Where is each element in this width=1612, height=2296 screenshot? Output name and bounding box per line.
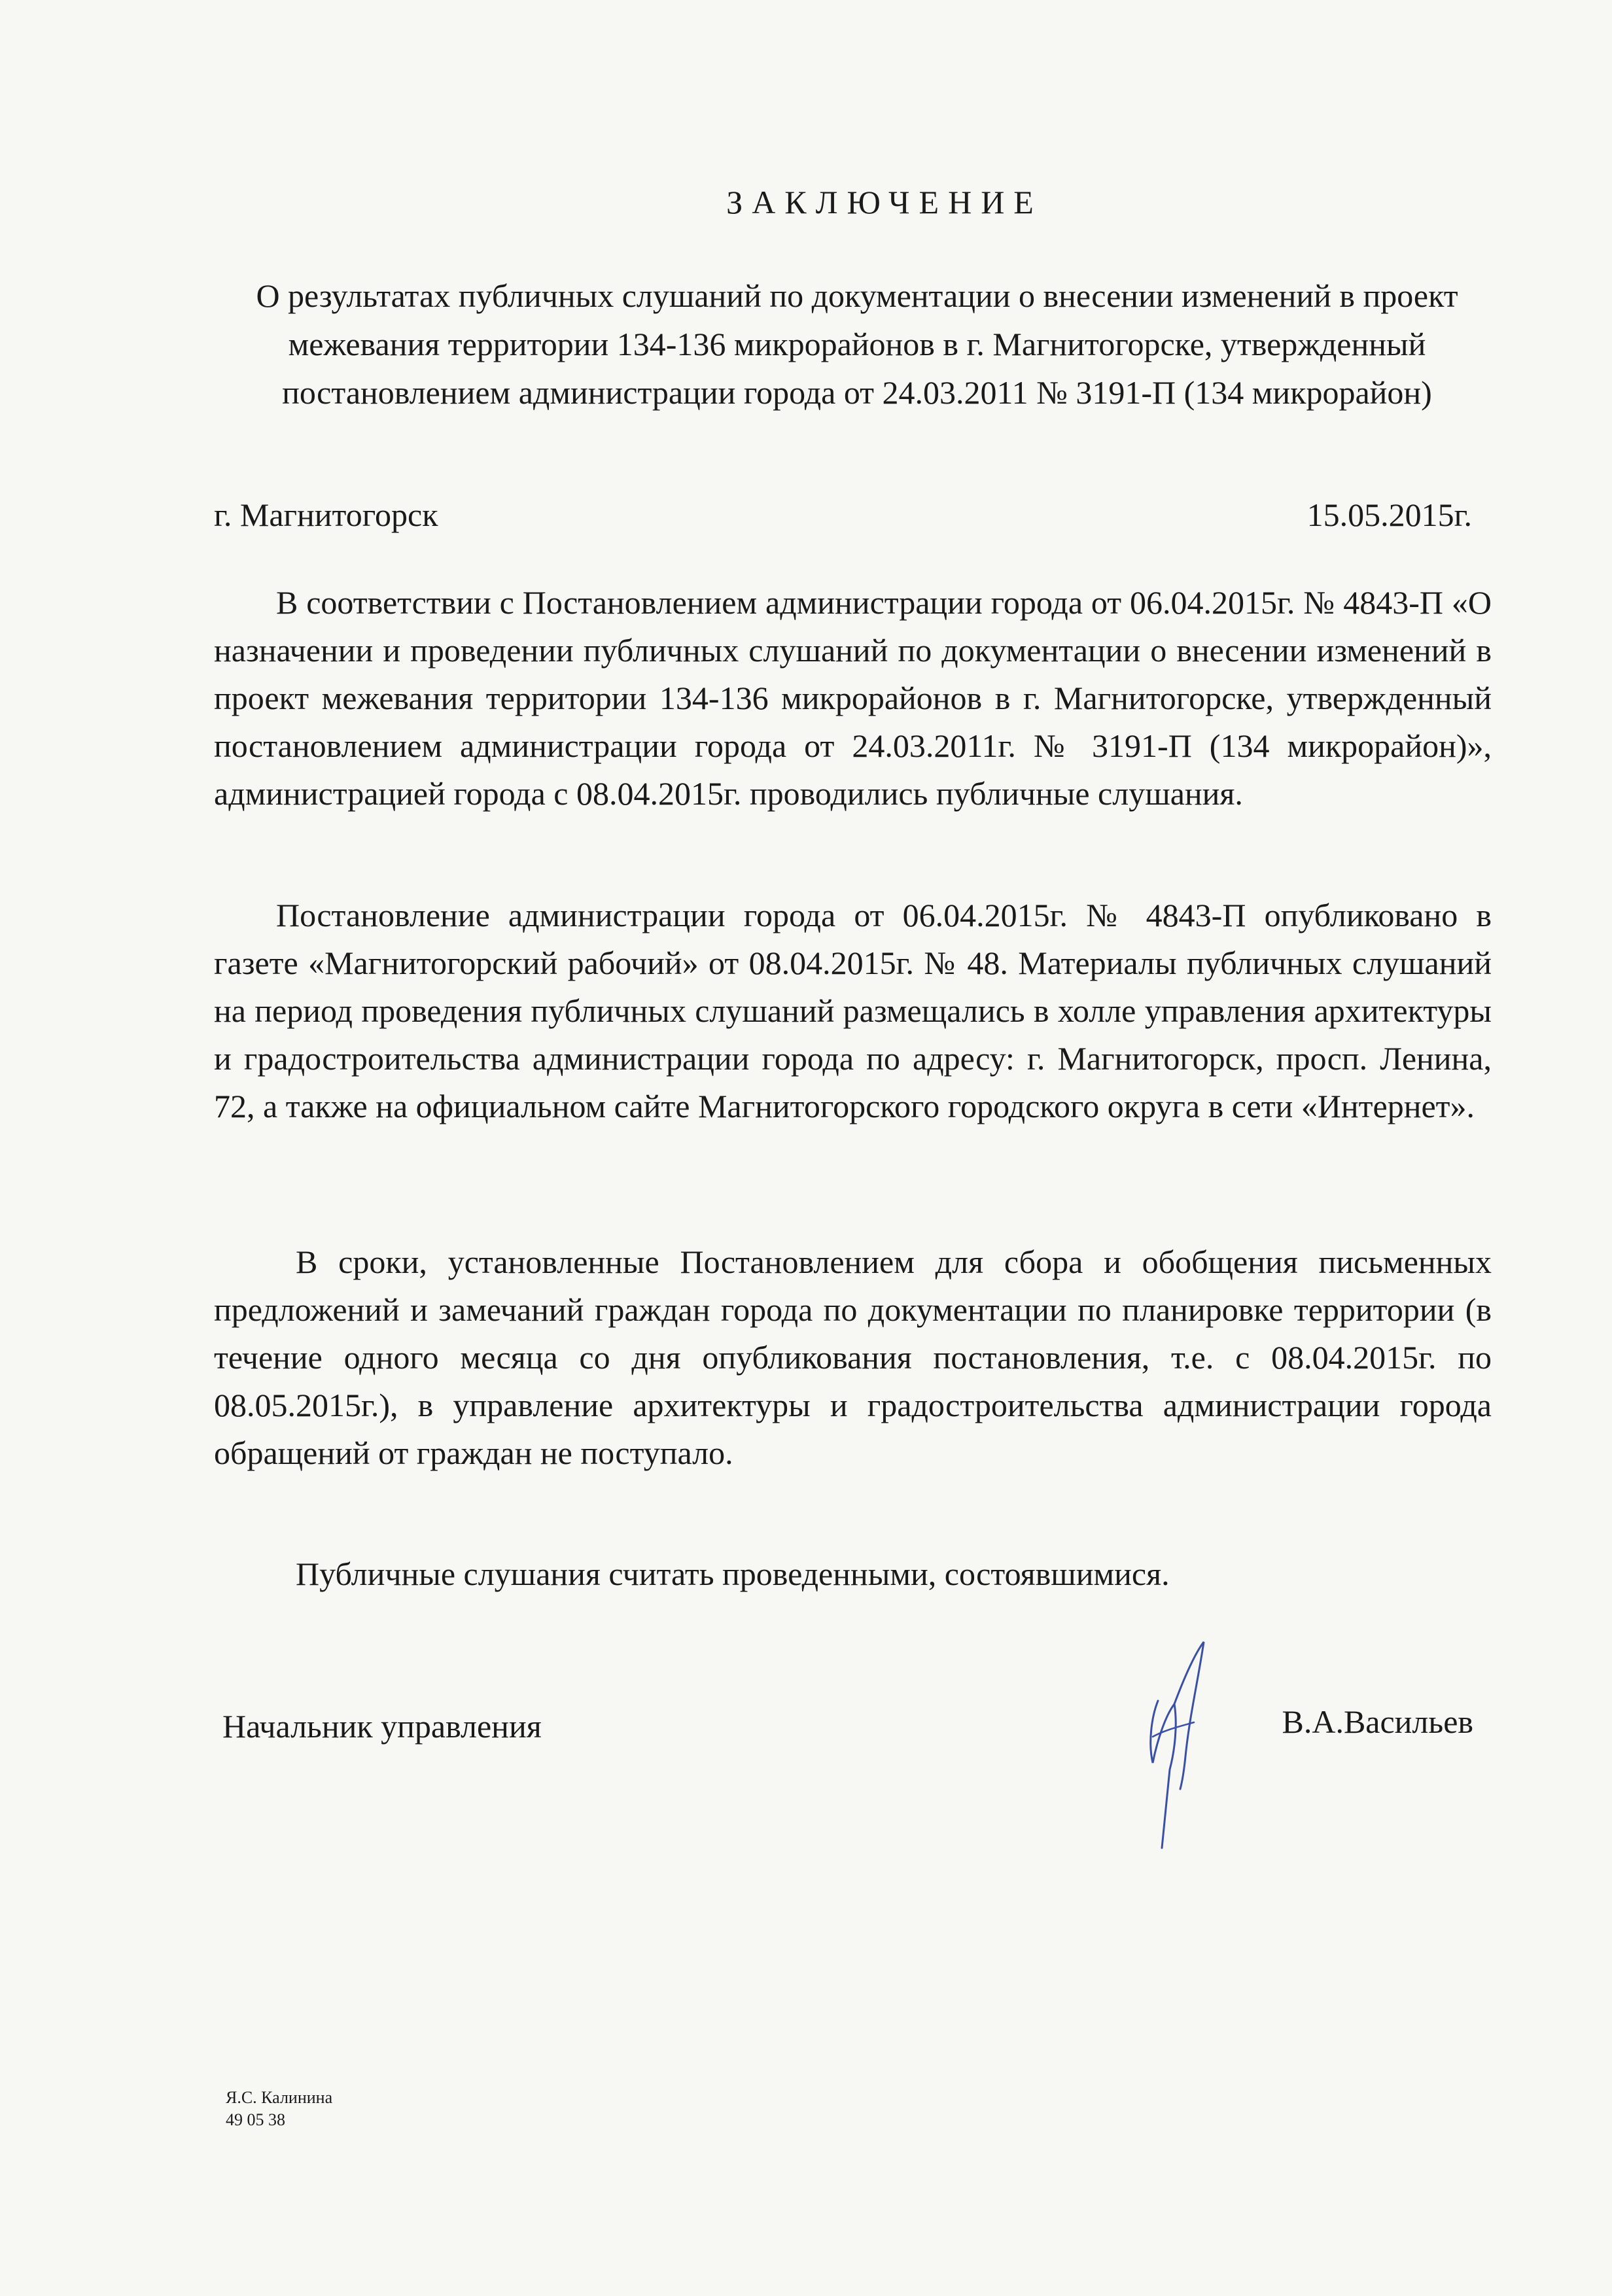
- paragraph-2: Постановление администрации города от 06.04.2015г. № 4843-П опубликовано в газете «Магнитогорский рабочий» от 08.04.2015г. № 48. Материалы публичных слушаний на период проведения публичных слушаний размещались в холле управления архитектуры и градостроительства администрации города по адресу: г. Магнитогорск, просп. Ленина, 72, а также на официальном сайте Магнитогорского городского округа в сети «Интернет».: [214, 897, 1492, 1124]
- paragraph-3: В сроки, установленные Постановлением для сбора и обобщения письменных предложений и замечаний граждан города по документации по планировке территории (в течение одного месяца со дня опубликования постановления, т.е. с 08.04.2015г. по 08.05.2015г.), в управление архитектуры и градостроительства администрации города обращений от граждан не поступало.: [214, 1244, 1492, 1471]
- signer-name: В.А.Васильев: [1282, 1703, 1473, 1740]
- executor-phone: 49 05 38: [226, 2110, 285, 2129]
- signer-position: Начальник управления: [222, 1708, 542, 1745]
- document-date: 15.05.2015г.: [1306, 496, 1472, 533]
- document-subject: О результатах публичных слушаний по документации о внесении изменений в проект межевания территории 134-136 микрорайонов в г. Магнитогорске, утвержденный постановлением администрации города от 24.03.2011 № 3191-П (134 микрорайон): [256, 277, 1458, 411]
- handwritten-signature: [1112, 1639, 1230, 1854]
- paragraph-4: Публичные слушания считать проведенными, состоявшимися.: [296, 1556, 1170, 1592]
- executor-block: [226, 2087, 332, 2131]
- document-city: г. Магнитогорск: [214, 496, 438, 533]
- paragraph-1: В соответствии с Постановлением администрации города от 06.04.2015г. № 4843-П «О назначении и проведении публичных слушаний по документации о внесении изменений в проект межевания территории 134-136 микрорайонов в г. Магнитогорске, утвержденный постановлением администрации города от 24.03.2011г. № 3191-П (134 микрорайон)», администрацией города с 08.04.2015г. проводились публичные слушания.: [214, 584, 1492, 812]
- document-title: ЗАКЛЮЧЕНИЕ: [726, 184, 1043, 220]
- executor-name: Я.С. Калинина: [226, 2088, 333, 2107]
